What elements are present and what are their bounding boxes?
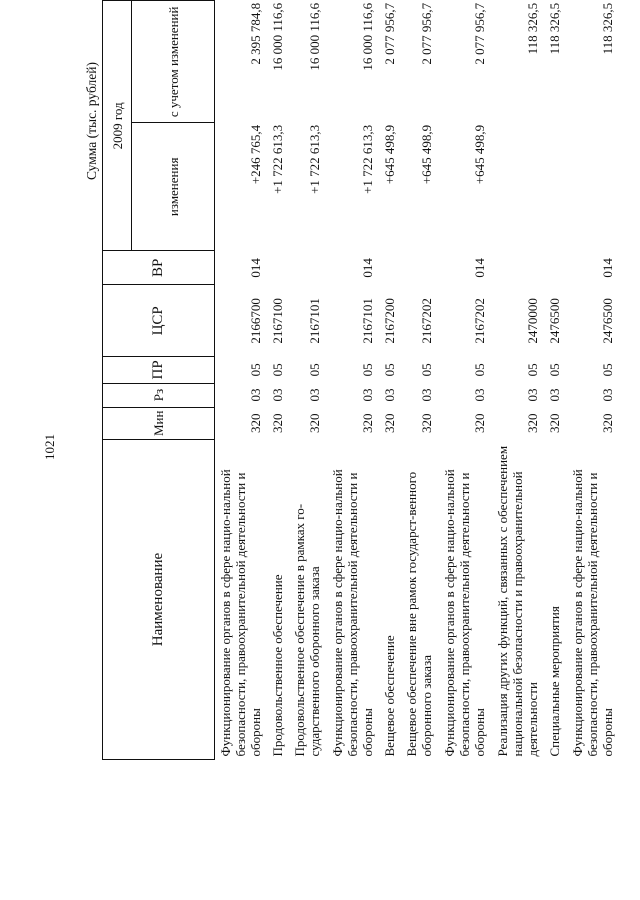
row-change [540,123,562,251]
row-csr: 2167202 [472,298,487,344]
row-csr: 2470000 [525,298,540,344]
row-vr [397,251,434,285]
row-total: 16 000 116,6 [270,2,285,71]
header-csr: ЦСР [103,285,215,357]
row-pr: 05 [419,363,434,377]
row-rz: 03 [382,388,397,402]
row-min: 320 [270,413,285,434]
budget-table [102,0,615,760]
table-row [263,1,285,760]
row-min: 320 [307,413,322,434]
row-vr: 014 [472,258,487,278]
row-pr: 05 [307,363,322,377]
row-vr [263,251,285,285]
row-vr [375,251,397,285]
row-csr: 2167202 [419,298,434,344]
row-csr: 2167101 [360,298,375,344]
row-min: 320 [382,413,397,434]
row-total: 118 326,5 [547,2,562,55]
row-pr: 05 [600,363,615,377]
row-rz: 03 [419,388,434,402]
row-rz: 03 [525,388,540,402]
header-name: Наименование [103,440,215,760]
row-total: 16 000 116,6 [360,2,375,71]
row-csr: 2167101 [307,298,322,344]
row-rz: 03 [547,388,562,402]
row-vr [487,251,540,285]
row-min: 320 [600,413,615,434]
header-pr: ПР [103,357,215,383]
row-change: +645 498,9 [382,124,397,185]
row-total: 16 000 116,6 [307,2,322,71]
row-change [562,123,615,251]
table-row [434,1,487,760]
row-name: Реализация других функций, связанных с обеспечением национальной безопасности и правоохранительной деятельности [495,445,540,757]
table-row [540,1,562,760]
row-total: 118 326,5 [600,2,615,55]
row-name: Вещевое обеспечение вне рамок государст-венного оборонного заказа [404,471,434,757]
row-rz: 03 [600,388,615,402]
header-min: Мин [103,407,215,439]
header-with-changes: с учетом изменений [132,1,215,123]
table-row [285,1,322,760]
row-name: Функционирование органов в сфере нацио-нальной безопасности, правоохранительной деятельности и обороны [570,469,615,757]
row-change: +1 722 613,3 [307,124,322,194]
row-name: Продовольственное обеспечение в рамках го-сударственного оборонного заказа [292,503,322,757]
row-pr: 05 [270,363,285,377]
row-change: +645 498,9 [419,124,434,185]
row-min: 320 [248,413,263,434]
row-change: +246 765,4 [248,124,263,185]
row-change [487,123,540,251]
row-name: Вещевое обеспечение [382,635,397,757]
row-vr [540,251,562,285]
row-pr: 05 [547,363,562,377]
table-body [215,1,616,760]
table-row [397,1,434,760]
row-vr: 014 [600,258,615,278]
row-min: 320 [360,413,375,434]
row-min: 320 [547,413,562,434]
row-rz: 03 [472,388,487,402]
row-vr: 014 [248,258,263,278]
row-pr: 05 [472,363,487,377]
row-change: +1 722 613,3 [360,124,375,194]
row-name: Функционирование органов в сфере нацио-нальной безопасности, правоохранительной деятельности и обороны [218,469,263,757]
row-min: 320 [472,413,487,434]
table-row [375,1,397,760]
row-rz: 03 [248,388,263,402]
table-row [562,1,615,760]
table-row [215,1,264,760]
row-vr: 014 [360,258,375,278]
row-change: +645 498,9 [472,124,487,185]
row-csr: 2476500 [547,298,562,344]
row-pr: 05 [248,363,263,377]
row-pr: 05 [360,363,375,377]
row-csr: 2167200 [382,298,397,344]
row-min: 320 [525,413,540,434]
row-pr: 05 [382,363,397,377]
header-changes: изменения [132,123,215,251]
row-change: +1 722 613,3 [270,124,285,194]
units-label: Сумма (тыс. рублей) [84,62,99,180]
row-name: Функционирование органов в сфере нацио-нальной безопасности, правоохранительной деятельности и обороны [330,469,375,757]
row-pr: 05 [525,363,540,377]
row-csr: 2476500 [600,298,615,344]
row-name: Функционирование органов в сфере нацио-нальной безопасности, правоохранительной деятельности и обороны [442,469,487,757]
row-csr: 2167100 [270,298,285,344]
row-rz: 03 [307,388,322,402]
row-total: 118 326,5 [525,2,540,55]
header-rz: Рз [103,383,215,407]
row-total: 2 077 956,7 [382,2,397,65]
row-name: Специальные мероприятия [547,606,562,757]
row-total: 2 395 784,8 [248,2,263,65]
header-vr: ВР [103,251,215,285]
table-row [322,1,375,760]
row-total: 2 077 956,7 [472,2,487,65]
row-vr [285,251,322,285]
row-total: 2 077 956,7 [419,2,434,65]
header-year: 2009 год [103,1,132,251]
row-rz: 03 [270,388,285,402]
row-csr: 2166700 [248,298,263,344]
row-name: Продовольственное обеспечение [270,574,285,757]
row-rz: 03 [360,388,375,402]
row-min: 320 [419,413,434,434]
page-number: 1021 [42,434,57,460]
table-row [487,1,540,760]
